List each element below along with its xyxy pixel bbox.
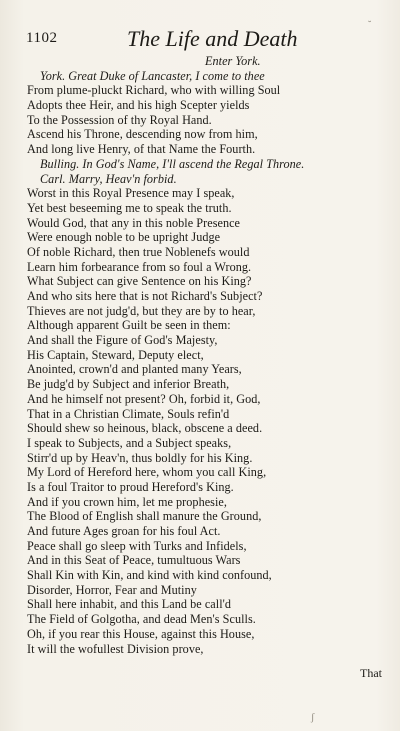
verse-line: The Blood of English shall manure the Ground, [27,509,262,524]
verse-line: And future Ages groan for his foul Act. [27,524,221,538]
verse-line: Shall Kin with Kin, and kind with kind confound, [27,568,272,583]
verse-line: Anointed, crown'd and planted many Years, [27,362,242,377]
verse-line: And in this Seat of Peace, tumultuous Wars [27,553,241,568]
verse-line: Of noble Richard, then true Noblenefs would [27,244,250,259]
verse-line: And long live Henry, of that Name the Fourth. [27,142,256,157]
verse-line: Although apparent Guilt be seen in them: [27,318,231,333]
verse-line: From plume-pluckt Richard, who with willing Soul [27,83,281,98]
verse-line: It will the wofullest Division prove, [27,641,204,656]
verse-line: Should shew so heinous, black, obscene a deed. [27,421,263,436]
verse-line: Yet best beseeming me to speak the truth. [27,200,232,215]
play-text [27,54,382,656]
stage-direction-line: Enter York. [205,54,261,68]
verse-line: Thieves are not judg'd, but they are by to hear, [27,303,256,318]
verse-line: And he himself not present? Oh, forbid it, God, [27,391,261,406]
verse-line: My Lord of Hereford here, whom you call King, [27,465,267,480]
verse-line: I speak to Subjects, and a Subject speaks, [27,435,232,450]
verse-line: Adopts thee Heir, and his high Scepter yields [27,98,250,113]
ink-mark: ˘ [368,20,372,31]
verse-line: What Subject can give Sentence on his King? [27,274,252,289]
verse-line: Stirr'd up by Heav'n, thus boldly for his King. [27,450,253,465]
verse-line: Learn him forbearance from so foul a Wrong. [27,259,252,274]
verse-line: Be judg'd by Subject and inferior Breath, [27,377,230,392]
speech-line: Bulling. In God's Name, I'll ascend the Regal Throne. [40,156,305,171]
verse-line: Would God, that any in this noble Presence [27,215,241,230]
verse-line: And if you crown him, let me prophesie, [27,494,227,509]
page-header [26,20,376,52]
page-number: 1102 [26,30,58,46]
running-title: The Life and Death [127,26,298,51]
ink-mark: ʃ [311,712,315,723]
verse-line: The Field of Golgotha, and dead Men's Sculls. [27,612,256,627]
verse-line: Worst in this Royal Presence may I speak, [27,186,235,201]
verse-line: Disorder, Horror, Fear and Mutiny [27,582,197,597]
verse-line: That in a Christian Climate, Souls refin'd [27,406,230,421]
verse-line: Peace shall go sleep with Turks and Infidels, [27,538,247,553]
catchword: That [360,666,382,680]
verse-line: Were enough noble to be upright Judge [27,230,221,245]
verse-line: His Captain, Steward, Deputy elect, [27,347,204,362]
speech-line: Carl. Marry, Heav'n forbid. [40,171,177,186]
verse-line: Is a foul Traitor to proud Hereford's King. [27,479,234,494]
speech-line: York. Great Duke of Lancaster, I come to thee [40,68,265,83]
verse-line: Oh, if you rear this House, against this House, [27,626,255,641]
verse-line: Ascend his Throne, descending now from him, [27,127,258,142]
verse-line: And shall the Figure of God's Majesty, [27,333,218,348]
verse-line: Shall here inhabit, and this Land be call'd [27,597,232,612]
verse-line: And who sits here that is not Richard's Subject? [27,289,263,303]
verse-line: To the Possession of thy Royal Hand. [27,112,212,127]
